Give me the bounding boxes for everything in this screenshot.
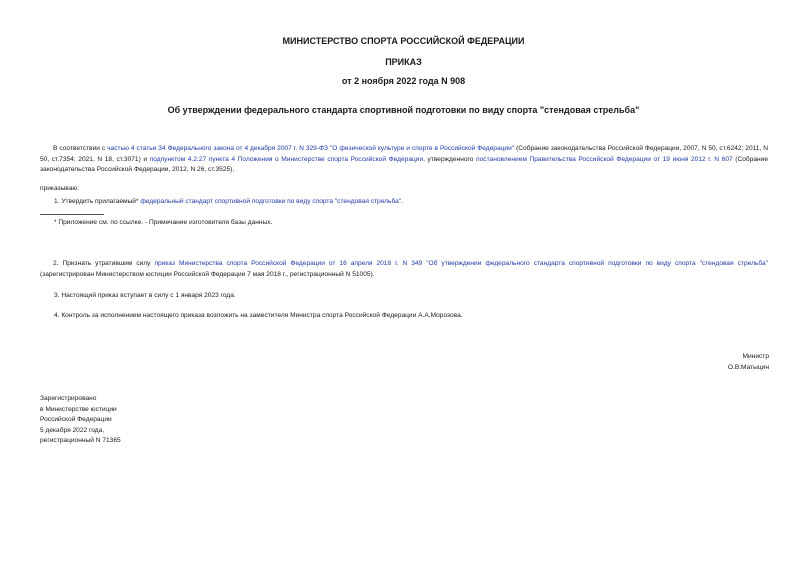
signature-name: О.В.Матыцин	[727, 364, 769, 371]
link-ministry-regulation[interactable]: подпунктом 4.2.27 пункта 4 Положения о Министерстве спорта Российской Федерации	[149, 155, 424, 163]
doc-date-number: от 2 ноября 2022 года N 908	[341, 76, 466, 86]
signature-position: Министр	[742, 353, 769, 360]
footnote-separator	[40, 214, 104, 215]
link-federal-standard[interactable]: федеральный стандарт спортивной подготовки по виду спорта "стендовая стрельба"	[140, 198, 402, 205]
link-government-decree-607[interactable]: постановлением Правительства Российской Федерации от 19 июня 2012 г. N 607	[476, 155, 733, 163]
item-2-text: 2. Признать утратившим силу	[53, 260, 155, 267]
item-2-end: (зарегистрирован Министерством юстиции Российской Федерации 7 мая 2018 г., регистрационный N 51005).	[40, 270, 375, 278]
registration-block	[40, 394, 121, 447]
registration-line-3: Российской Федерации	[40, 416, 112, 423]
item-2	[40, 259, 768, 280]
item-1-text: 1. Утвердить прилагаемый*	[54, 198, 141, 205]
registration-line-1: Зарегистрировано	[40, 395, 97, 402]
item-1-end: .	[401, 198, 403, 205]
registration-line-2: в Министерстве юстиции	[40, 405, 117, 413]
preamble-paragraph	[40, 144, 768, 176]
item-1	[54, 197, 403, 208]
item-3: 3. Настоящий приказ вступает в силу с 1 января 2023 года.	[54, 292, 236, 299]
doc-title: Об утверждении федерального стандарта спортивной подготовки по виду спорта "стендовая стрельба"	[167, 105, 640, 115]
link-federal-law-329[interactable]: частью 4 статьи 34 Федерального закона от 4 декабря 2007 г. N 329-ФЗ "О физической культуре и спорте в Российской Федерации"	[107, 145, 515, 152]
preamble-text-1: В соответствии с	[53, 145, 108, 152]
preamble-text-2: (Собрание законодательства Российской Федерации, 2007, N 50, ст.6242; 2011, N 50, ст.7354; 2021, N 18, ст.3071) и	[40, 145, 768, 163]
item-4: 4. Контроль за исполнением настоящего приказа возложить на заместителя Министра спорта Российской Федерации А.А.Морозова.	[54, 312, 463, 319]
link-order-349[interactable]: приказ Министерства спорта Российской Федерации от 16 апреля 2018 г. N 349 "Об утверждении федерального стандарта спортивной подготовки по виду спорта "стендовая стрельба"	[154, 260, 768, 267]
registration-line-5: регистрационный N 71365	[40, 437, 121, 444]
preamble-text-3: , утвержденного	[423, 155, 477, 163]
orders-word: приказываю:	[40, 185, 80, 192]
ministry-heading: МИНИСТЕРСТВО СПОРТА РОССИЙСКОЙ ФЕДЕРАЦИИ	[282, 36, 525, 46]
doc-type-heading: ПРИКАЗ	[385, 57, 422, 67]
registration-line-4: 5 декабря 2022 года,	[40, 426, 105, 434]
preamble-text-4: (Собрание законодательства Российской Федерации, 2012, N 26, ст.3525),	[40, 155, 768, 173]
footnote: * Приложение см. по ссылке. - Примечание изготовителя базы данных.	[54, 219, 273, 226]
